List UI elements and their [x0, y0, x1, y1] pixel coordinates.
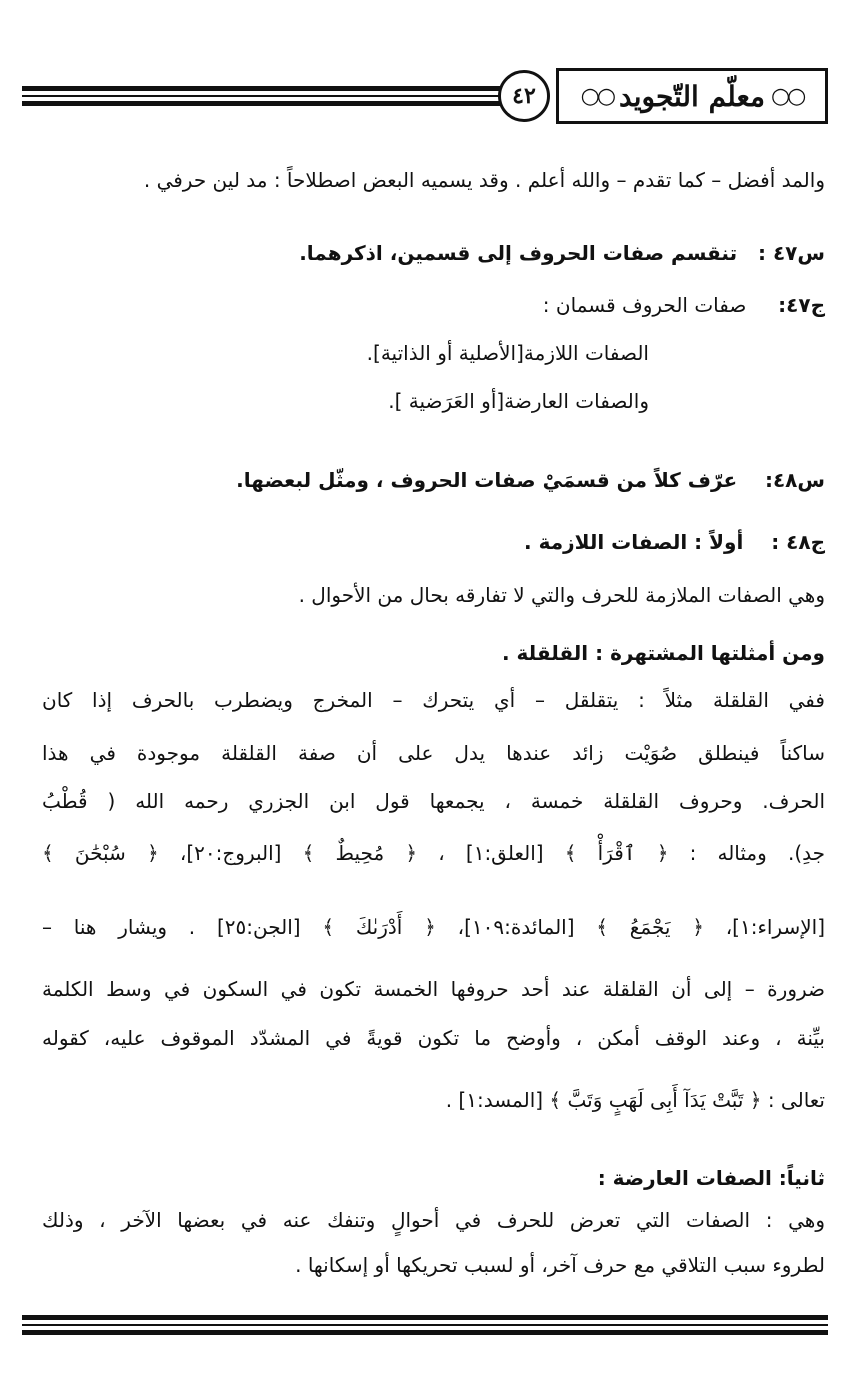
header-rule-middle	[22, 95, 532, 97]
question-48	[42, 465, 825, 495]
book-title: معلّم التّجويد	[619, 79, 765, 113]
paragraph-line: ساكناً فينطلق صُوَيْت زائد عندها يدل على أن صفة القلقلة موجودة في هذا	[42, 741, 825, 765]
aarida-line: وهي : الصفات التي تعرض للحرف في أحوالٍ وتنفك عنه في بعضها الآخر ، وذلك	[42, 1208, 825, 1232]
answer-47	[42, 290, 825, 320]
header-rule-bottom	[22, 101, 532, 106]
question-47-label: س٤٧ :	[758, 241, 825, 265]
answer-48	[42, 527, 825, 557]
footer-rule-top	[22, 1315, 828, 1320]
question-47	[42, 238, 825, 268]
question-47-text: تنقسم صفات الحروف إلى قسمين، اذكرهما.	[299, 241, 738, 265]
examples-heading: ومن أمثلتها المشتهرة : القلقلة .	[501, 641, 825, 665]
header-title-box	[556, 68, 828, 124]
question-48-label: س٤٨:	[764, 468, 825, 492]
answer-48-text: أولاً : الصفات اللازمة .	[524, 530, 744, 554]
paragraph-line: الحرف. وحروف القلقلة خمسة ، يجمعها قول ابن الجزري رحمه الله ( قُطْبُ	[42, 789, 825, 813]
answer-47-item-2: والصفات العارضة[أو العَرَضية ].	[388, 389, 649, 413]
lazima-definition: وهي الصفات الملازمة للحرف والتي لا تفارقه بحال من الأحوال .	[298, 583, 825, 607]
aarida-line: لطروء سبب التلاقي مع حرف آخر، أو لسبب تحريكها أو إسكانها .	[295, 1253, 825, 1277]
footer-rule-middle	[22, 1324, 828, 1326]
paragraph-line-quran: تعالى : ﴿ تَبَّتْ يَدَآ أَبِى لَهَبٍ وَتَبَّ ﴾ [المسد:١] .	[445, 1088, 825, 1112]
answer-47-label: ج٤٧:	[778, 293, 825, 317]
paragraph-line: ففي القلقلة مثلاً : يتقلقل – أي يتحرك – المخرج ويضطرب بالحرف إذا كان	[42, 688, 825, 712]
question-48-text: عرّف كلاً من قسمَيْ صفات الحروف ، ومثّل لبعضها.	[236, 468, 738, 492]
answer-48-label: ج٤٨ :	[771, 530, 825, 554]
ornament-rings-icon: ○○	[580, 83, 614, 109]
paragraph-line: ضرورة – إلى أن القلقلة عند أحد حروفها الخمسة تكون في السكون في وسط الكلمة	[42, 977, 825, 1001]
answer-47-text: صفات الحروف قسمان :	[542, 293, 747, 317]
ornament-rings-icon: ○○	[770, 83, 804, 109]
paragraph-line-quran: جدِ). ومثاله : ﴿ ٱقْرَأْ ﴾ [العلق:١] ، ﴿ مُحِيطٌ ﴾ [البروج:٢٠]، ﴿ سُبْحَٰنَ ﴾	[42, 841, 826, 865]
answer-47-item-1: الصفات اللازمة[الأصلية أو الذاتية].	[366, 341, 649, 365]
paragraph-line: بيِّنة ، وعند الوقف أمكن ، وأوضح ما تكون قويةً في المشدّد الموقوف عليه، كقوله	[42, 1026, 825, 1050]
footer-rule-bottom	[22, 1330, 828, 1335]
page-header	[22, 62, 828, 132]
header-rule-top	[22, 86, 532, 91]
paragraph-line-quran: [الإسراء:١]، ﴿ يَجْمَعُ ﴾ [المائدة:١٠٩]، ﴿ أَدْرَىٰكَ ﴾ [الجن:٢٥] . ويشار هنا –	[42, 915, 825, 939]
aarida-heading: ثانياً: الصفات العارضة :	[597, 1166, 825, 1190]
page-number: ٤٢	[498, 70, 550, 122]
intro-line: والمد أفضل – كما تقدم – والله أعلم . وقد يسميه البعض اصطلاحاً : مد لين حرفي .	[143, 168, 825, 192]
